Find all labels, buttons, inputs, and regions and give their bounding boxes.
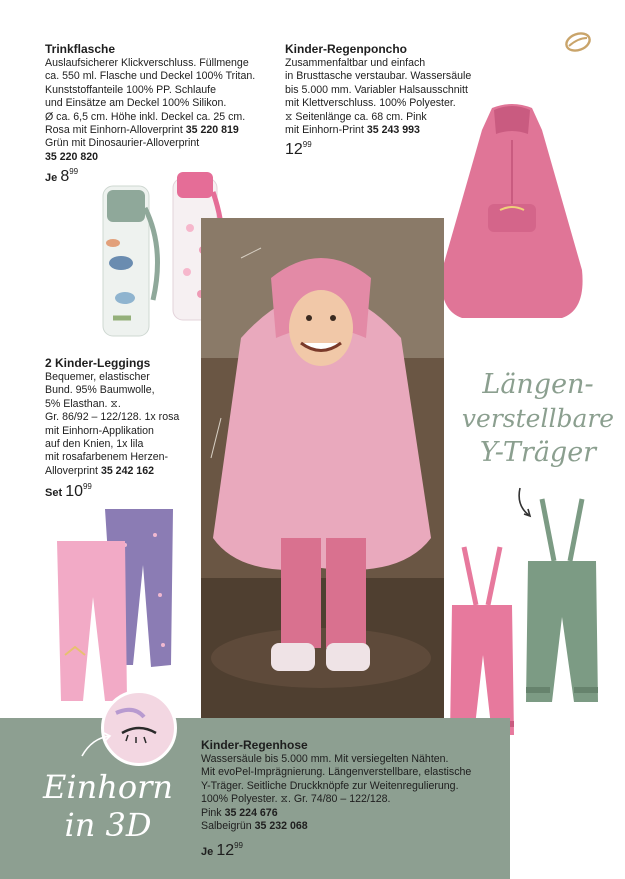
script-line: in 3D [64, 806, 152, 844]
desc-line: Bequemer, elastischer [45, 371, 150, 383]
price-cents: 99 [69, 167, 79, 177]
leggings-image [55, 505, 180, 705]
price-cents: 99 [82, 482, 92, 492]
article-number: 35 243 993 [366, 124, 420, 137]
variant-text: mit Einhorn-Print [285, 124, 364, 137]
leggings-block [45, 356, 205, 501]
desc-line: Mit evoPel-Imprägnierung. Längenverstellbare, elastische [201, 766, 472, 779]
desc-line: bis 5.000 mm. Variabler Halsausschnitt [285, 83, 468, 96]
poncho-image [432, 100, 592, 330]
leggings-desc: Bequemer, elastischer Bund. 95% Baumwolle, 5% Elasthan. ⧖. Gr. 86/92 – 122/128. 1x rosa mit Einhorn-Applikation auf den Knien, 1x lila mit rosafarbenem Herzen- Alloverprint 35 242 162 [45, 371, 205, 478]
script-line: Längen- [482, 369, 594, 400]
price-cents: 99 [302, 140, 312, 150]
desc-line: mit rosafarbenem Herzen- [45, 451, 169, 464]
price-cents: 99 [234, 841, 244, 851]
desc-line: Auslaufsicherer Klickverschluss. Füllmenge [45, 57, 249, 69]
price-prefix: Je [201, 846, 214, 859]
trinkflasche-desc [45, 57, 280, 164]
regenhose-title: Kinder-Regenhose [201, 738, 308, 752]
leggings-price [45, 482, 205, 501]
desc-line: 5% Elasthan. [45, 397, 108, 410]
regenhose-price [201, 841, 506, 860]
einhorn-label [28, 768, 188, 844]
trinkflasche-title: Trinkflasche [45, 42, 116, 56]
variant-rosa: Rosa mit Einhorn-Alloverprint [45, 124, 183, 137]
price-main: 10 [65, 483, 83, 501]
desc-line: Y-Träger. Seitliche Druckknöpfe zur Weitenregulierung. [201, 779, 459, 792]
pink-pants-image [446, 545, 518, 745]
article-number: 35 232 068 [254, 820, 308, 833]
trinkflasche-block [45, 42, 280, 186]
script-line: Y-Träger [479, 437, 597, 468]
desc-line: Wassersäule bis 5.000 mm. Mit versiegelten Nähten. [201, 753, 449, 765]
desc-line: Gr. 86/92 – 122/128. 1x rosa [45, 411, 180, 424]
desc-line: Gr. 74/80 – 122/128. [293, 793, 391, 806]
desc-line: und Einsätze am Deckel 100% Silikon. [45, 97, 227, 110]
variant-text: Alloverprint [45, 464, 98, 477]
washing-icon: ⧖ [280, 793, 288, 806]
washing-icon: ⧖ [285, 110, 296, 123]
desc-line: mit Einhorn-Applikation [45, 424, 154, 437]
desc-line: Bund. 95% Baumwolle, [45, 384, 155, 397]
desc-line: Zusammenfaltbar und einfach [285, 57, 426, 69]
price-prefix: Set [45, 487, 63, 500]
desc-line: Seitenlänge ca. 68 cm. Pink [295, 110, 427, 123]
article-number: 35 242 162 [100, 464, 154, 477]
price-prefix: Je [45, 172, 58, 185]
script-line: Einhorn [43, 768, 173, 806]
green-pants-image [522, 497, 602, 722]
desc-line: ca. 550 ml. Flasche und Deckel 100% Tritan. [45, 70, 256, 83]
washing-icon: ⧖ [110, 397, 118, 410]
script-label [458, 368, 618, 470]
regenhose-desc: Wassersäule bis 5.000 mm. Mit versiegelten Nähten. Mit evoPel-Imprägnierung. Längenverstellbare, elastische Y-Träger. Seitliche Druckknöpfe zur Weitenregulierung. 100% Polyester. ⧖. Gr. 74/80 – 122/128. Pink 35 224 676 Salbeigrün 35 232 068 [201, 753, 506, 833]
arrow-icon [78, 730, 114, 760]
price-main: 12 [285, 141, 303, 159]
variant-gruen: Grün mit Dinosaurier-Alloverprint [45, 137, 200, 150]
price-main: 8 [60, 168, 70, 186]
brand-logo [563, 30, 593, 54]
article-number: 35 220 819 [185, 124, 239, 137]
desc-line: Kunststoffanteile 100% PP. Schlaufe [45, 83, 216, 96]
main-photo [201, 218, 444, 718]
desc-line: auf den Knien, 1x lila [45, 438, 144, 451]
desc-line: 100% Polyester. [201, 793, 278, 806]
article-number: 35 224 676 [224, 806, 278, 819]
regenhose-block [201, 738, 506, 860]
poncho-title: Kinder-Regenponcho [285, 42, 407, 56]
leggings-title: 2 Kinder-Leggings [45, 356, 151, 370]
variant-text: Pink [201, 806, 222, 819]
script-line: verstellbare [461, 404, 615, 433]
desc-line: in Brusttasche verstaubar. Wassersäule [285, 70, 472, 83]
desc-line: Ø ca. 6,5 cm. Höhe inkl. Deckel ca. 25 cm. [45, 110, 246, 123]
article-number: 35 220 820 [45, 150, 99, 163]
variant-text: Salbeigrün [201, 820, 252, 833]
price-main: 12 [216, 842, 235, 860]
desc-line: mit Klettverschluss. 100% Polyester. [285, 97, 456, 110]
